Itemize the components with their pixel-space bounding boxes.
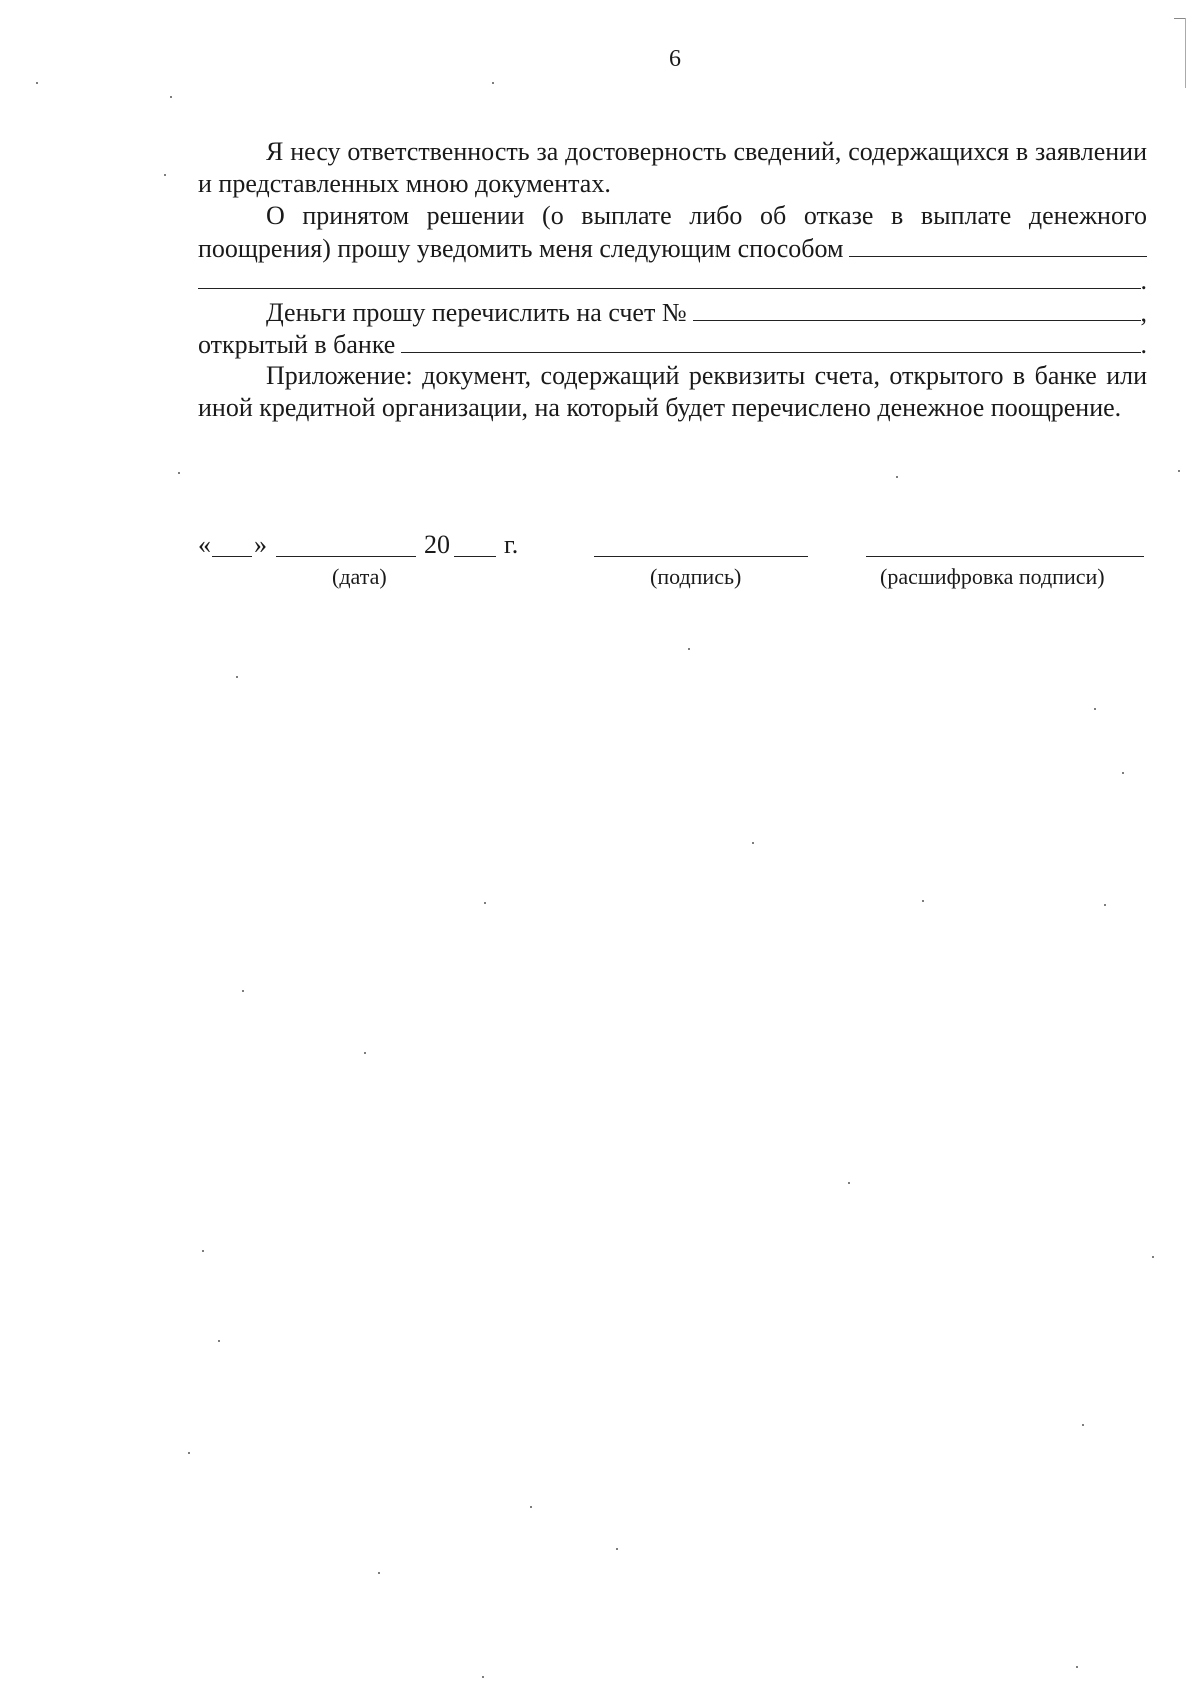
scan-speck [688, 648, 690, 650]
scan-speck [178, 472, 180, 474]
notify-line-3 [198, 264, 1147, 296]
notify-method-field[interactable] [849, 232, 1147, 257]
signature-decoding-caption: (расшифровка подписи) [880, 564, 1105, 589]
scan-speck [896, 476, 898, 478]
scan-speck [1082, 1424, 1084, 1426]
year-prefix: 20 [424, 530, 450, 559]
scan-speck [616, 1548, 618, 1550]
bank-period: . [1140, 330, 1147, 359]
attachment-paragraph: Приложение: документ, содержащий реквизиты счета, открытого в банке или иной кредитной организации, на который будет перечислено денежное поощрение. [198, 361, 1147, 422]
date-open-quote: « [198, 530, 211, 559]
scan-speck [484, 902, 486, 904]
month-field[interactable] [276, 530, 416, 557]
notify-text-2: поощрения) прошу уведомить меня следующим способом [198, 234, 844, 263]
scan-speck [1076, 1666, 1078, 1668]
notify-method-field-continued[interactable] [198, 264, 1141, 289]
date-close-quote: » [254, 530, 267, 559]
scan-speck [1104, 904, 1106, 906]
signature-field[interactable] [594, 530, 808, 557]
notify-text-1: О принятом решении (о выплате либо об отказе в выплате денежного [266, 201, 1147, 230]
bank-label: открытый в банке [198, 330, 396, 359]
year-field[interactable] [454, 530, 496, 557]
scan-speck [848, 1182, 850, 1184]
notify-period: . [1140, 266, 1147, 295]
day-field[interactable] [212, 530, 252, 557]
page-number: 6 [669, 46, 681, 72]
notify-line-2 [198, 232, 1147, 264]
signature-caption: (подпись) [650, 564, 742, 589]
account-label: Деньги прошу перечислить на счет № [266, 298, 687, 327]
scan-speck [752, 842, 754, 844]
scan-speck [242, 990, 244, 992]
scan-speck [36, 82, 38, 84]
scan-speck [188, 1452, 190, 1454]
scan-speck [164, 174, 166, 176]
document-body [198, 136, 1147, 424]
scan-speck [170, 96, 172, 98]
scan-speck [1178, 470, 1180, 472]
responsibility-paragraph: Я несу ответственность за достоверность сведений, содержащихся в заявлении и представленных мною документах. [198, 137, 1147, 198]
scan-speck [364, 1052, 366, 1054]
account-number-field[interactable] [693, 296, 1141, 321]
scan-speck [1122, 772, 1124, 774]
account-line [198, 296, 1147, 328]
scan-speck [378, 1572, 380, 1574]
scan-speck [202, 1250, 204, 1252]
scan-speck [922, 900, 924, 902]
scan-speck [218, 1340, 220, 1342]
signature-block [198, 530, 1147, 600]
bank-line [198, 328, 1147, 360]
year-suffix: г. [504, 530, 519, 559]
scan-speck [492, 82, 494, 84]
account-comma: , [1140, 298, 1147, 327]
notify-line-1 [198, 200, 1147, 232]
scan-speck [236, 676, 238, 678]
scan-speck [1152, 1256, 1154, 1258]
scan-speck [1094, 708, 1096, 710]
date-caption: (дата) [332, 564, 387, 589]
bank-name-field[interactable] [401, 328, 1140, 353]
scan-speck [530, 1506, 532, 1508]
scan-speck [482, 1676, 484, 1678]
signature-decoding-field[interactable] [866, 530, 1144, 557]
